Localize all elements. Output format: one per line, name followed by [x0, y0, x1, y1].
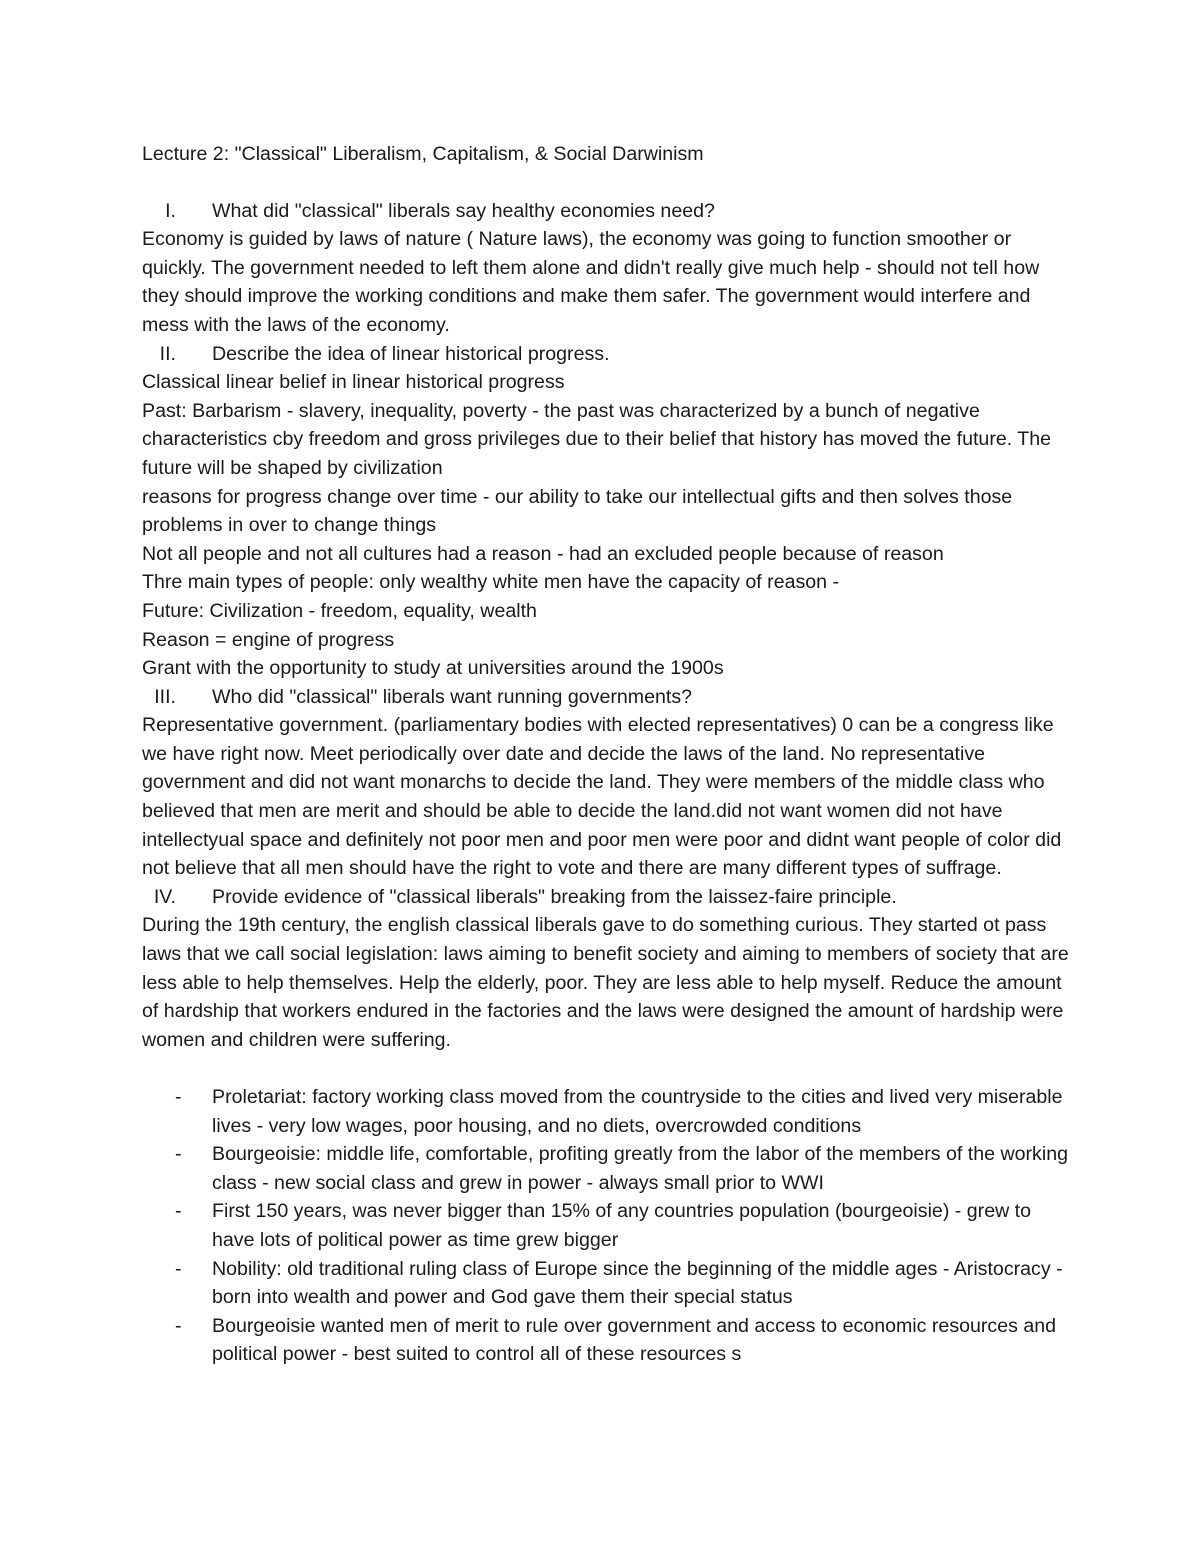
paragraph: Representative government. (parliamentary bodies with elected representatives) 0 can be a congress like we have right now. Meet periodically over date and decide the laws of the land. No representative government and did not want monarchs to decide the land. They were members of the middle class who believed that men are merit and should be able to decide the land.did not want women did not have intellectyual space and definitely not poor men and poor men were poor and didnt want people of color did not believe that all men should have the right to vote and there are many different types of suffrage.	[142, 714, 1062, 880]
paragraph: Economy is guided by laws of nature ( Nature laws), the economy was going to function smoother or quickly. The government needed to left them alone and didn't really give much help - should not tell how they should improve the working conditions and make them safer. The government would interfere and mess with the laws of the economy.	[142, 228, 1040, 336]
document-title: Lecture 2: "Classical" Liberalism, Capitalism, & Social Darwinism	[142, 143, 704, 165]
list-item-text: Nobility: old traditional ruling class of Europe since the beginning of the middle ages - Aristocracy - born into wealth and power and God gave them their special status	[212, 1257, 1063, 1309]
section-numeral: III.	[154, 685, 176, 708]
list-item	[142, 1312, 1072, 1369]
paragraph: Past: Barbarism - slavery, inequality, poverty - the past was characterized by a bunch of negative characteristics cby freedom and gross privileges due to their belief that history has moved the future. The future will be shaped by civilization	[142, 399, 1052, 479]
section-heading	[142, 683, 1072, 712]
bullet-marker: -	[175, 1200, 182, 1223]
list-item	[142, 1197, 1072, 1254]
paragraph: Future: Civilization - freedom, equality, wealth	[142, 599, 537, 622]
bullet-list	[142, 1083, 1072, 1369]
bullet-marker: -	[175, 1314, 182, 1337]
bullet-marker: -	[175, 1143, 182, 1166]
paragraph: Classical linear belief in linear historical progress	[142, 371, 565, 394]
section-heading	[142, 340, 1072, 369]
paragraph: Reason = engine of progress	[142, 628, 395, 651]
section-numeral: IV.	[153, 885, 176, 908]
list-item-text: Bourgeoisie: middle life, comfortable, profiting greatly from the labor of the members of the working class - new social class and grew in power - always small prior to WWI	[212, 1143, 1069, 1194]
section-heading-text: Describe the idea of linear historical progress.	[212, 342, 610, 365]
section-numeral: I.	[165, 199, 176, 222]
bullet-marker: -	[175, 1086, 182, 1108]
document-page	[142, 140, 1072, 1369]
paragraph: Thre main types of people: only wealthy white men have the capacity of reason -	[142, 571, 840, 594]
bullet-marker: -	[175, 1257, 182, 1280]
section-heading-text: Provide evidence of "classical liberals" breaking from the laissez-faire principle.	[212, 885, 897, 908]
spacer	[142, 1054, 1072, 1083]
section-heading-text: What did "classical" liberals say healthy economies need?	[212, 199, 715, 222]
paragraph: Grant with the opportunity to study at universities around the 1900s	[142, 657, 724, 680]
paragraph: During the 19th century, the english classical liberals gave to do something curious. They started ot pass laws that we call social legislation: laws aiming to benefit society and aiming to members of society that are less able to help themselves. Help the elderly, poor. They are less able to help myself. Reduce the amount of hardship that workers endured in the factories and the laws were designed the amount of hardship were women and children were suffering.	[142, 914, 1069, 1051]
list-item	[142, 1083, 1072, 1140]
list-item	[142, 1255, 1072, 1312]
list-item-text: Bourgeoisie wanted men of merit to rule over government and access to economic resources and political power - best suited to control all of these resources s	[212, 1314, 1057, 1366]
section-heading	[142, 197, 1072, 226]
section-numeral: II.	[159, 342, 176, 365]
list-item	[142, 1140, 1072, 1197]
paragraph: Not all people and not all cultures had a reason - had an excluded people because of reason	[142, 542, 944, 565]
paragraph: reasons for progress change over time - our ability to take our intellectual gifts and then solves those problems in over to change things	[142, 485, 1013, 537]
section-heading-text: Who did "classical" liberals want running governments?	[212, 685, 693, 708]
list-item-text: First 150 years, was never bigger than 15% of any countries population (bourgeoisie) - grew to have lots of political power as time grew bigger	[212, 1200, 1032, 1251]
list-item-text: Proletariat: factory working class moved from the countryside to the cities and lived very miserable lives - very low wages, poor housing, and no diets, overcrowded conditions	[212, 1086, 1063, 1137]
section-heading	[142, 883, 1072, 912]
